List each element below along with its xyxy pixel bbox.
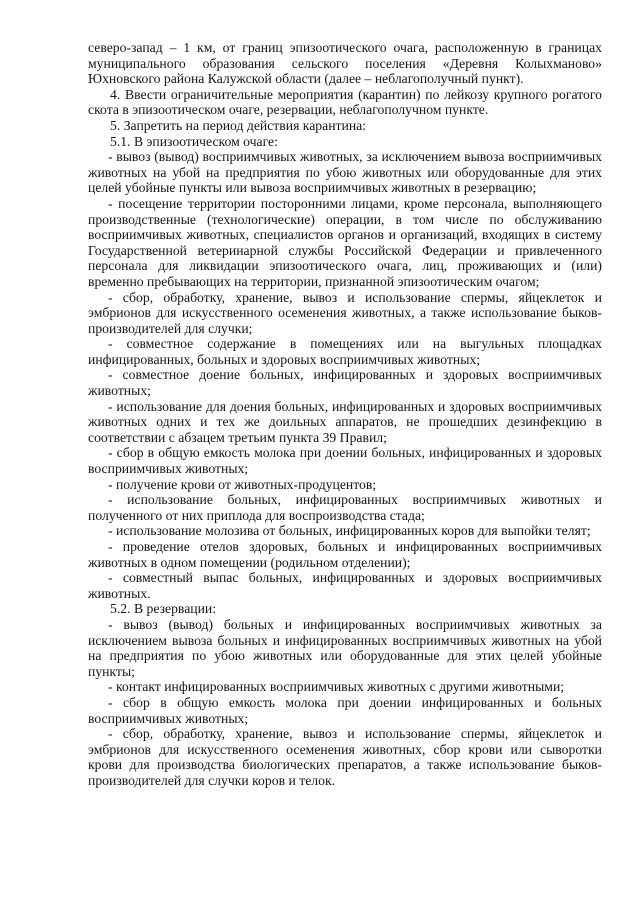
list-item: - совместное доение больных, инфицированных и здоровых восприимчивых животных; xyxy=(88,367,602,399)
list-item: - вывоз (вывод) больных и инфицированных восприимчивых животных за исключением вывоза больных и инфицированных восприимчивых животных на убой на предприятия по убою животных или оборудованные для этих целей убойные пункты; xyxy=(88,616,602,679)
list-item: - использование для доения больных, инфицированных и здоровых восприимчивых животных одних и тех же доильных аппаратов, не прошедших дезинфекцию в соответствии с абзацем третьим пункта 39 Правил; xyxy=(88,398,602,445)
document-page xyxy=(88,40,602,789)
list-item: - контакт инфицированных восприимчивых животных с другими животными; xyxy=(108,679,565,695)
section-heading-5-2: 5.2. В резервации: xyxy=(110,601,217,617)
list-item: - проведение отелов здоровых, больных и инфицированных восприимчивых животных в одном помещении (родильном отделении); xyxy=(88,539,602,570)
list-item: - вывоз (вывод) восприимчивых животных, за исключением вывоза восприимчивых животных на убой на предприятия по убою животных или оборудованные для этих целей убойные пункты или вывоза восприимчивых животных в резервацию; xyxy=(88,149,602,196)
list-item: - посещение территории посторонними лицами, кроме персонала, выполняющего производственные (технологические) операции, в том числе по обслуживанию восприимчивых животных, специалистов органов и организаций, входящих в систему Государственной ветеринарной службы Российской Федерации и привлеченного персонала для ликвидации эпизоотического очага, лиц, проживающих и (или) временно пребывающих на территории, признанной эпизоотическим очагом; xyxy=(88,195,602,289)
list-item: - сбор в общую емкость молока при доении больных, инфицированных и здоровых восприимчивых животных; xyxy=(88,445,602,477)
list-item: - сбор, обработку, хранение, вывоз и использование спермы, яйцеклеток и эмбрионов для искусственного осеменения животных, сбор крови или сыворотки крови для производства биологических препаратов, а также использование быков-производителей для случки коров и телок. xyxy=(88,726,602,788)
paragraph-item-4: 4. Ввести ограничительные мероприятия (карантин) по лейкозу крупного рогатого скота в эпизоотическом очаге, резервации, неблагополучном пункте. xyxy=(88,86,602,118)
list-item: - совместный выпас больных, инфицированных и здоровых восприимчивых животных. xyxy=(88,570,602,601)
list-item: - совместное содержание в помещениях или на выгульных площадках инфицированных, больных и здоровых восприимчивых животных; xyxy=(88,336,602,367)
paragraph-intro-continuation: северо-запад – 1 км, от границ эпизоотического очага, расположенную в границах муниципального образования сельского поселения «Деревня Колыхманово» Юхновского района Калужской области (далее – неблагополучный пункт). xyxy=(88,40,602,87)
list-item: - получение крови от животных-продуцентов; xyxy=(108,476,377,492)
section-heading-5-1: 5.1. В эпизоотическом очаге: xyxy=(110,133,278,149)
paragraph-item-5: 5. Запретить на период действия карантина: xyxy=(110,117,367,133)
list-item: - использование больных, инфицированных восприимчивых животных и полученного от них приплода для воспроизводства стада; xyxy=(88,492,602,523)
list-item: - сбор в общую емкость молока при доении инфицированных и больных восприимчивых животных; xyxy=(88,694,602,726)
list-item: - сбор, обработку, хранение, вывоз и использование спермы, яйцеклеток и эмбрионов для искусственного осеменения животных, а также использование быков-производителей для случки; xyxy=(88,289,602,336)
list-item: - использование молозива от больных, инфицированных коров для выпойки телят; xyxy=(108,523,591,539)
